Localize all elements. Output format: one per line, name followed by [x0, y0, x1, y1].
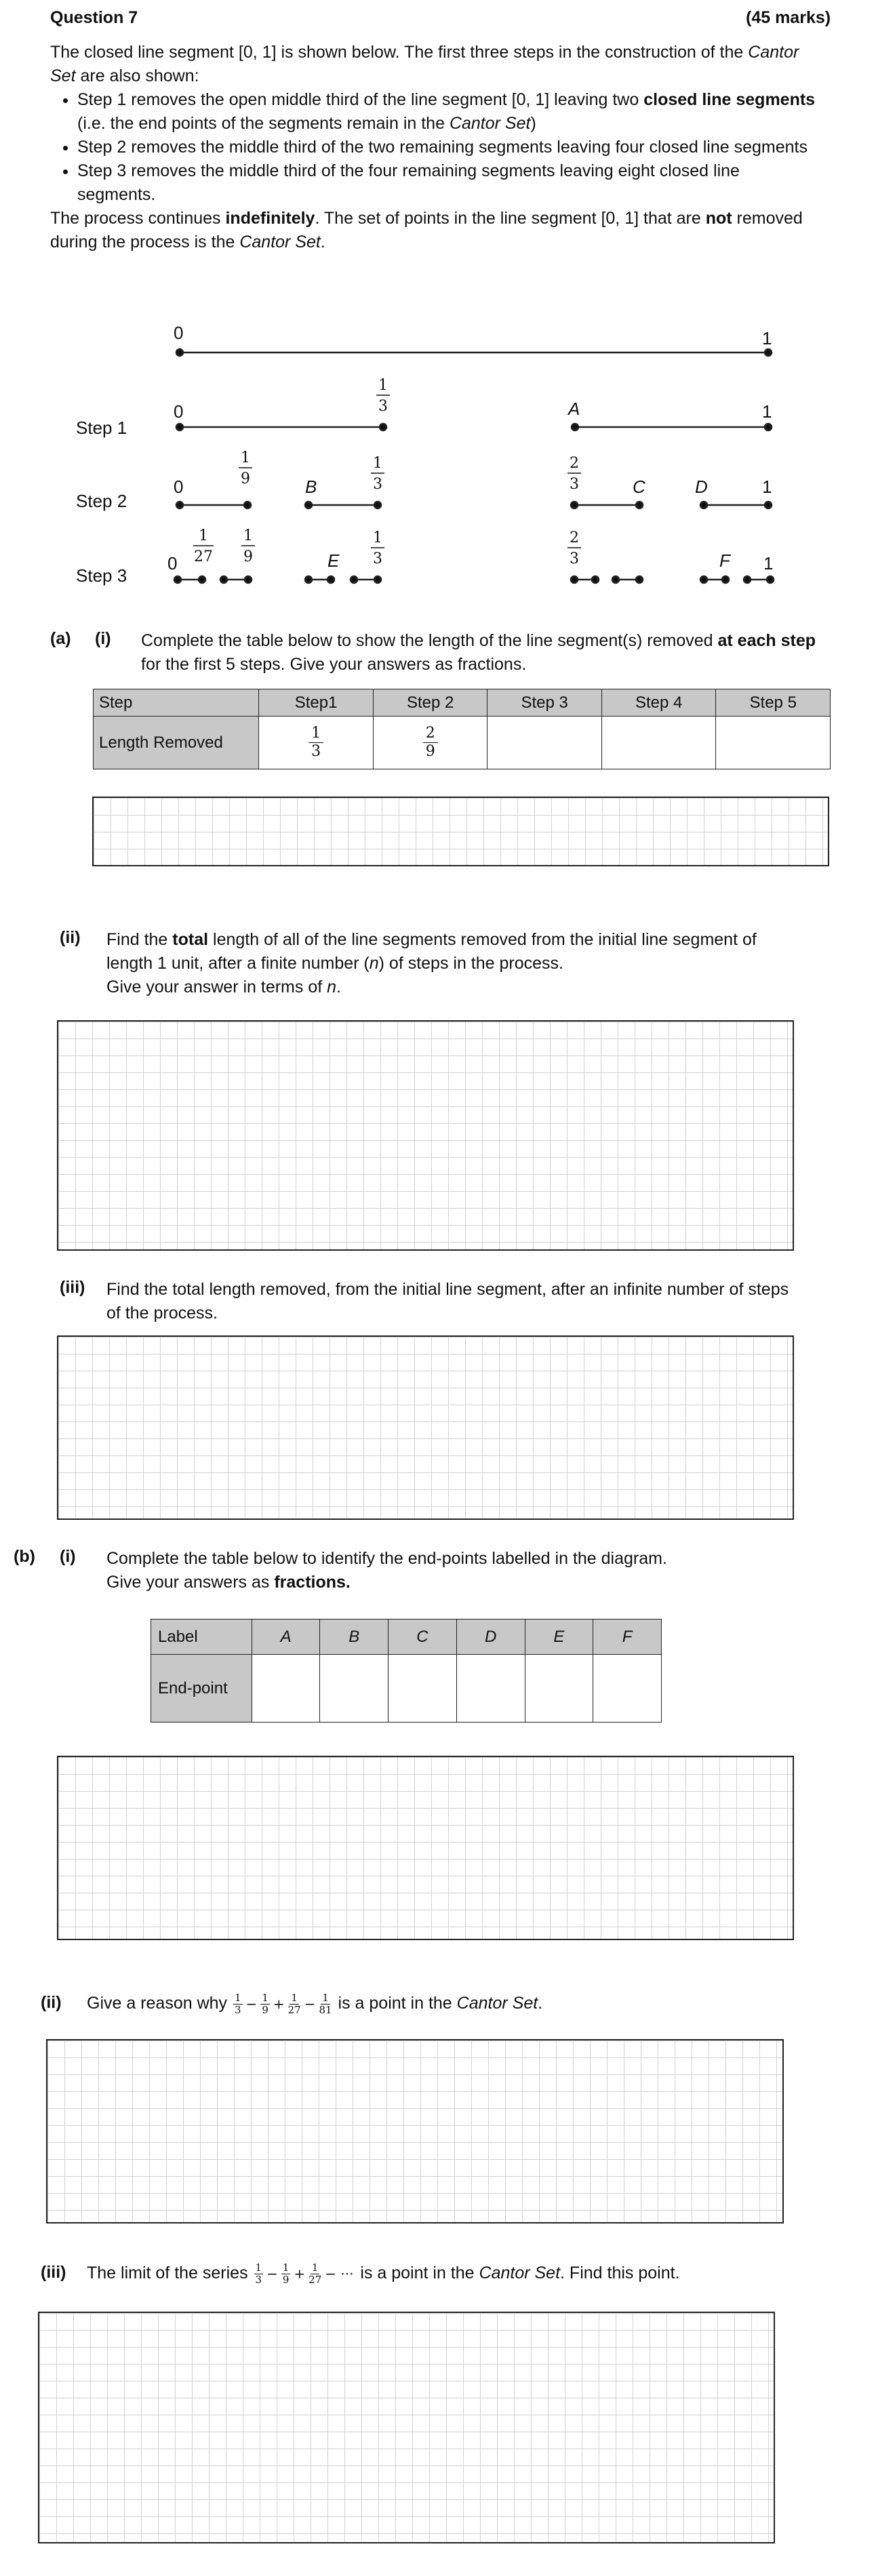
table-header-A: A — [252, 1619, 320, 1655]
table-header-step4: Step 4 — [601, 689, 716, 717]
cell-step4-input[interactable] — [601, 717, 716, 769]
frac-1-81: $\frac{1}{81}$ — [319, 1991, 332, 2016]
label-E: E — [327, 550, 340, 571]
frac-1-27: $\frac{1}{27}$ — [287, 1991, 301, 2016]
answer-grid-a-iii[interactable] — [57, 1335, 794, 1520]
svg-text:1: 1 — [199, 527, 208, 544]
label-B: B — [305, 477, 317, 497]
cell-F-input[interactable] — [593, 1655, 662, 1723]
cell-D-input[interactable] — [456, 1655, 525, 1723]
part-b-label: (b) — [14, 1547, 35, 1566]
label-A: A — [568, 399, 580, 419]
table-header-step2: Step 2 — [373, 689, 487, 717]
table-header-step: Step — [94, 689, 259, 717]
step3-label: Step 3 — [76, 565, 127, 586]
table-header-label: Label — [151, 1619, 252, 1655]
label-one: 1 — [762, 328, 772, 348]
cell-B-input[interactable] — [320, 1655, 389, 1723]
cell-step1-value: $\frac{1}{3}$ — [259, 717, 374, 769]
answer-grid-b-i[interactable] — [57, 1756, 794, 1940]
label-one: 1 — [762, 401, 772, 422]
svg-text:3: 3 — [373, 550, 382, 567]
part-a-label: (a) — [50, 629, 71, 648]
table-header-step3: Step 3 — [487, 689, 602, 717]
part-b-ii-label: (ii) — [41, 1993, 62, 2012]
cantor-diagram — [0, 0, 876, 610]
part-a-ii-text: Find the total length of all of the line segments removed from the initial line segment of length 1 unit, after a finite number (n) of steps in the process. Give your answer in terms of n. — [106, 930, 757, 997]
part-a-iii-text: Find the total length removed, from the initial line segment, after an infinite number of steps of the process. — [106, 1280, 789, 1323]
label-one: 1 — [763, 553, 774, 573]
cell-step5-input[interactable] — [716, 717, 831, 769]
part-a-i-label: (i) — [95, 629, 111, 648]
frac-1-3: $\frac{1}{3}$ — [235, 1991, 241, 2016]
frac-num: 1 — [378, 377, 388, 394]
svg-text:2: 2 — [570, 455, 579, 472]
frac-1-9: $\frac{1}{9}$ — [262, 1991, 268, 2016]
intro-text: The closed line segment [0, 1] is shown below. The first three steps in the construction of the Cantor Set are also shown: • Step 1 removes the open middle third of the line segment [0, 1] leaving two closed line segments (i.e. the end points of the segments remain in the Cantor Set) • Step 2 removes the middle third of the two remaining segments leaving four closed line segments • Step 3 removes the middle third of the four remaining segments leaving eight closed line segments. The process continues indefinitely. The set of points in the line segment [0, 1] that are not removed during the process is the Cantor Set. — [50, 41, 816, 254]
svg-text:9: 9 — [243, 548, 253, 565]
svg-text:3: 3 — [373, 476, 382, 493]
question-marks: (45 marks) — [746, 8, 831, 27]
table-header-C: C — [389, 1619, 457, 1655]
svg-text:9: 9 — [241, 470, 250, 487]
frac-den: 3 — [378, 398, 388, 415]
question-title: Question 7 — [50, 8, 138, 27]
answer-grid-b-ii[interactable] — [46, 2039, 784, 2223]
label-zero: 0 — [174, 323, 184, 343]
cell-E-input[interactable] — [525, 1655, 593, 1723]
svg-text:1: 1 — [243, 527, 253, 544]
svg-text:27: 27 — [194, 548, 213, 565]
svg-text:1: 1 — [373, 455, 382, 472]
step2-label: Step 2 — [76, 491, 127, 511]
answer-grid-a-ii[interactable] — [57, 1020, 794, 1251]
part-a-ii-label: (ii) — [60, 928, 81, 947]
end-point-table — [151, 1619, 662, 1723]
part-b-i-text: Complete the table below to identify the end-points labelled in the diagram. Give your answers as fractions. — [106, 1549, 667, 1592]
part-b-iii-label: (iii) — [41, 2263, 66, 2282]
part-a-i-text: Complete the table below to show the length of the line segment(s) removed at each step for the first 5 steps. Give your answers as fractions. — [141, 631, 816, 674]
cell-step2-value: $\frac{2}{9}$ — [373, 717, 487, 769]
svg-text:1: 1 — [241, 449, 250, 466]
endpoint — [765, 349, 772, 356]
cell-step3-input[interactable] — [487, 717, 602, 769]
table-header-D: D — [456, 1619, 525, 1655]
table-row-endpoint: End-point — [151, 1655, 252, 1723]
part-b-i-label: (i) — [60, 1547, 76, 1566]
part-a-iii-label: (iii) — [60, 1278, 85, 1297]
answer-grid-a-i[interactable] — [92, 797, 829, 866]
bullet-step2: • Step 2 removes the middle third of the two remaining segments leaving four closed line segments — [77, 136, 816, 159]
label-C: C — [633, 477, 645, 497]
label-one: 1 — [762, 477, 772, 497]
step1-label: Step 1 — [76, 418, 127, 438]
answer-grid-b-iii[interactable] — [38, 2312, 775, 2543]
bullet-step1: • Step 1 removes the open middle third of the line segment [0, 1] leaving two closed line segments (i.e. the end points of the segments remain in the Cantor Set) — [77, 88, 816, 136]
table-header-step5: Step 5 — [716, 689, 831, 717]
svg-text:3: 3 — [570, 550, 579, 567]
svg-text:3: 3 — [570, 476, 579, 493]
table-header-step1: Step1 — [259, 689, 374, 717]
cell-A-input[interactable] — [252, 1655, 320, 1723]
table-header-F: F — [593, 1619, 662, 1655]
label-D: D — [695, 477, 708, 497]
table-row-label: Length Removed — [94, 717, 259, 769]
svg-text:2: 2 — [570, 529, 579, 546]
label-zero: 0 — [167, 553, 178, 573]
label-zero: 0 — [174, 477, 184, 497]
label-F: F — [719, 550, 730, 571]
part-b-ii-text: Give a reason why $\frac{1}{3}$ − $\frac{1}{9}$ + $\frac{1}{27}$ − $\frac{1}{81}$ is a point in the Cantor Set. — [87, 1991, 543, 2016]
table-header-B: B — [320, 1619, 389, 1655]
cell-C-input[interactable] — [389, 1655, 457, 1723]
length-removed-table — [93, 689, 831, 769]
part-b-iii-text: The limit of the series $\frac{1}{3}$ − $\frac{1}{9}$ + $\frac{1}{27}$ − ··· is a point in the Cantor Set. Find this point. — [87, 2261, 680, 2286]
bullet-step3: • Step 3 removes the middle third of the four remaining segments leaving eight closed line segments. — [77, 159, 816, 207]
table-header-E: E — [525, 1619, 593, 1655]
endpoint — [176, 349, 183, 356]
svg-text:1: 1 — [373, 529, 382, 546]
label-zero: 0 — [174, 401, 184, 422]
